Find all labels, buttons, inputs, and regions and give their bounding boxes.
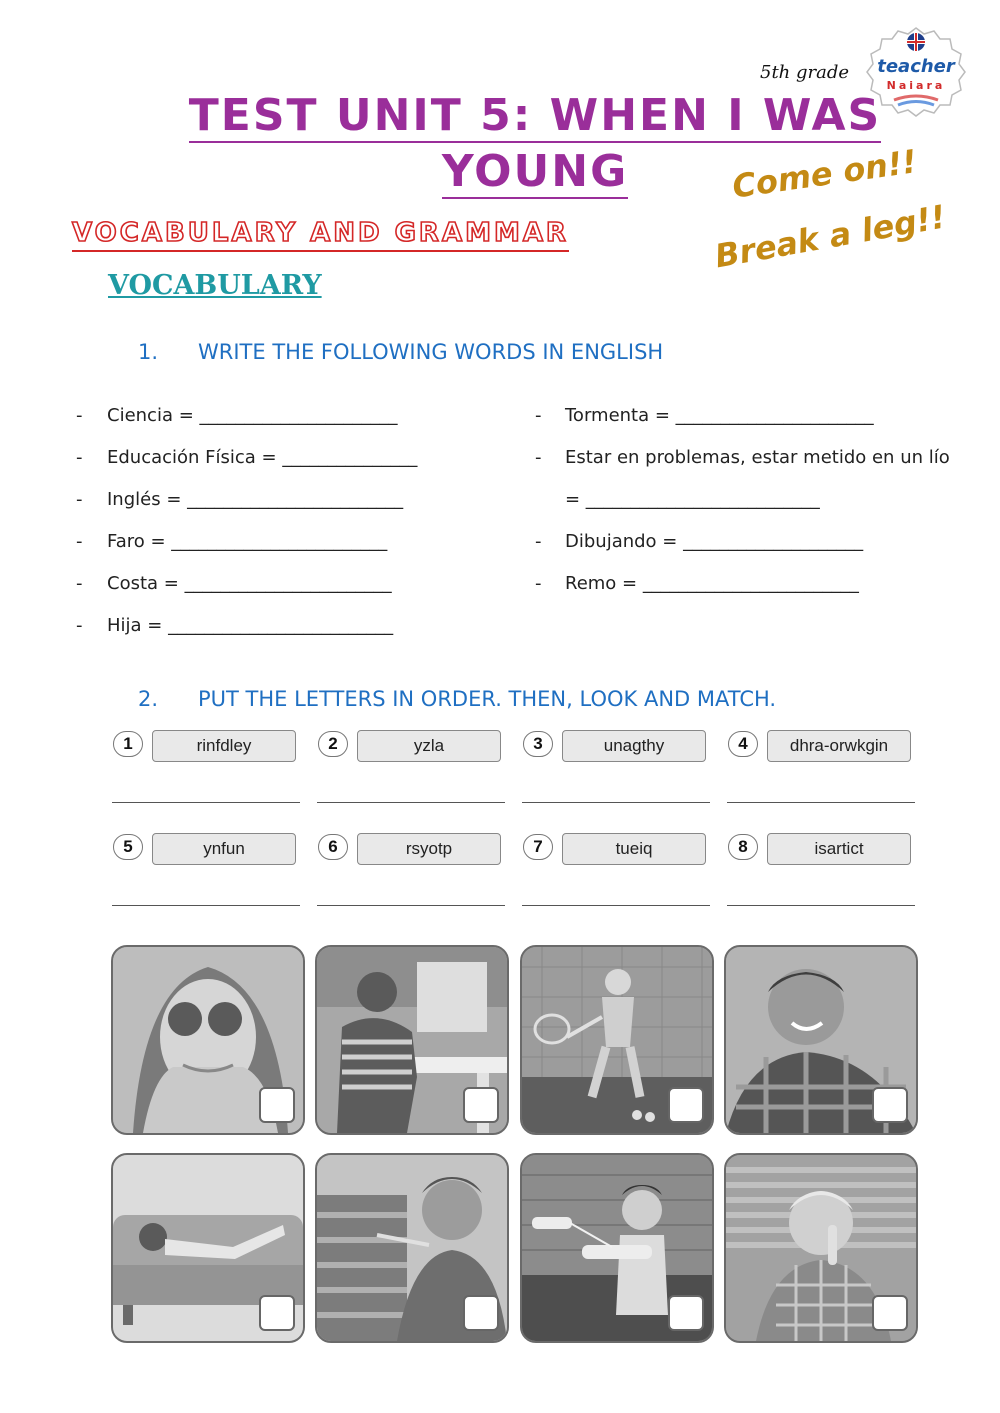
vocab-item-remo[interactable]: Remo = ________________________ [565, 573, 859, 594]
exercise-1-number: 1. [138, 340, 159, 364]
answer-line-6[interactable] [317, 905, 505, 906]
match-box-photo-5[interactable] [259, 1295, 295, 1331]
vocab-item-costa[interactable]: Costa = _______________________ [107, 573, 392, 594]
scrambled-word-2: yzla [357, 730, 501, 762]
vocab-item-estar-en-problemas-answer[interactable]: = __________________________ [565, 489, 820, 510]
photo-girl-water-gun [520, 1153, 714, 1343]
word-number-3: 3 [523, 731, 553, 757]
word-number-8: 8 [728, 834, 758, 860]
title-line-2: YOUNG [441, 146, 629, 197]
photo-boy-painting [315, 1153, 509, 1343]
logo-line-2: Naiara [886, 79, 946, 92]
exercise-2-heading [138, 687, 776, 711]
answer-line-7[interactable] [522, 905, 710, 906]
vocab-item-estar-en-problemas: Estar en problemas, estar metido en un lío [565, 447, 950, 468]
scrambled-word-1: rinfdley [152, 730, 296, 762]
subsection-heading: VOCABULARY [108, 270, 322, 301]
word-number-7: 7 [523, 834, 553, 860]
word-number-5: 5 [113, 834, 143, 860]
scrambled-word-7: tueiq [562, 833, 706, 865]
match-box-photo-8[interactable] [872, 1295, 908, 1331]
scrambled-word-8: isartict [767, 833, 911, 865]
photo-boy-shushing [724, 1153, 918, 1343]
photo-boy-at-desk [315, 945, 509, 1135]
match-box-photo-3[interactable] [668, 1087, 704, 1123]
scrambled-word-4: dhra-orwkgin [767, 730, 911, 762]
title-line-1: TEST UNIT 5: WHEN I WAS [188, 90, 882, 141]
match-box-photo-2[interactable] [463, 1087, 499, 1123]
exercise-2-instruction: PUT THE LETTERS IN ORDER. THEN, LOOK AND MATCH. [198, 687, 777, 711]
motivation-text-2: Break a leg!! [712, 197, 949, 276]
answer-line-4[interactable] [727, 802, 915, 803]
word-number-4: 4 [728, 731, 758, 757]
answer-line-8[interactable] [727, 905, 915, 906]
vocab-item-ingles[interactable]: Inglés = ________________________ [107, 489, 404, 510]
match-box-photo-7[interactable] [668, 1295, 704, 1331]
answer-line-2[interactable] [317, 802, 505, 803]
answer-line-5[interactable] [112, 905, 300, 906]
vocab-item-dibujando[interactable]: Dibujando = ____________________ [565, 531, 864, 552]
match-box-photo-1[interactable] [259, 1087, 295, 1123]
vocab-item-hija[interactable]: Hija = _________________________ [107, 615, 394, 636]
vocab-item-faro[interactable]: Faro = ________________________ [107, 531, 388, 552]
scrambled-word-5: ynfun [152, 833, 296, 865]
grade-label: 5th grade [760, 62, 850, 83]
photo-girl-with-fruit [111, 945, 305, 1135]
answer-line-1[interactable] [112, 802, 300, 803]
answer-line-3[interactable] [522, 802, 710, 803]
exercise-1-heading [138, 340, 663, 364]
section-heading: VOCABULARY AND GRAMMAR [72, 218, 569, 252]
photo-smiling-boy [724, 945, 918, 1135]
exercise-2-number: 2. [138, 687, 159, 711]
photo-girl-on-sofa [111, 1153, 305, 1343]
word-number-1: 1 [113, 731, 143, 757]
vocab-item-ciencia[interactable]: Ciencia = ______________________ [107, 405, 398, 426]
motivation-text-1: Come on!! [730, 142, 920, 206]
scrambled-word-6: rsyotp [357, 833, 501, 865]
exercise-1-instruction: WRITE THE FOLLOWING WORDS IN ENGLISH [198, 340, 664, 364]
vocab-item-tormenta[interactable]: Tormenta = ______________________ [565, 405, 874, 426]
word-number-6: 6 [318, 834, 348, 860]
photo-girl-tennis [520, 945, 714, 1135]
match-box-photo-6[interactable] [463, 1295, 499, 1331]
logo-line-1: teacher [877, 56, 955, 77]
match-box-photo-4[interactable] [872, 1087, 908, 1123]
vocab-item-educacion-fisica[interactable]: Educación Física = _______________ [107, 447, 418, 468]
word-number-2: 2 [318, 731, 348, 757]
scrambled-word-3: unagthy [562, 730, 706, 762]
